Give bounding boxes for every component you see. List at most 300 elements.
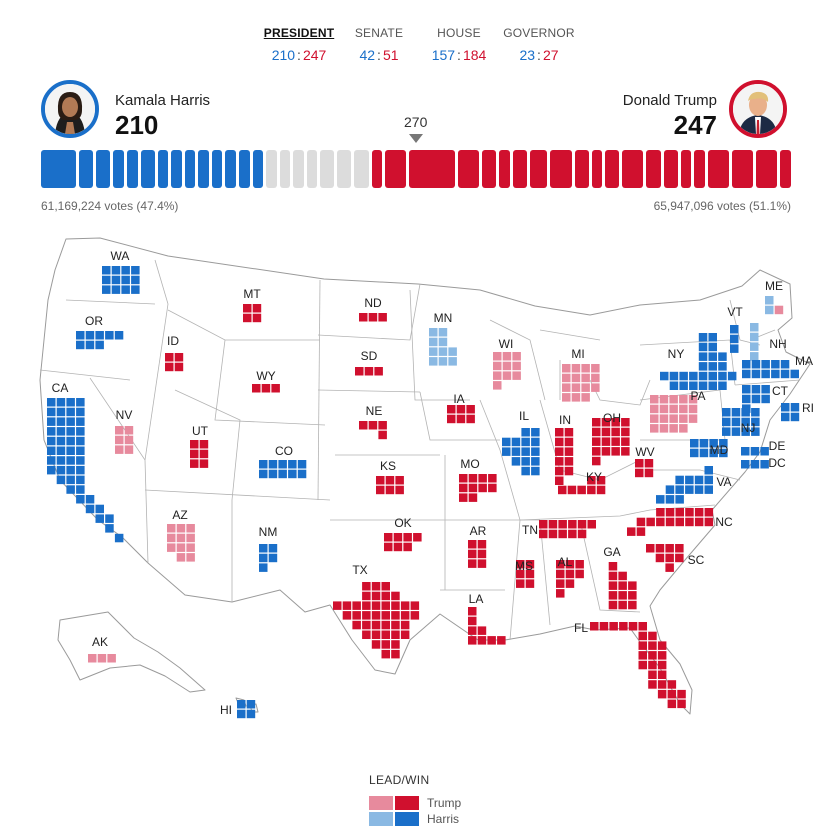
- state-tile-ar[interactable]: [468, 559, 477, 568]
- state-tile-in[interactable]: [555, 438, 564, 447]
- state-tile-mi[interactable]: [581, 383, 590, 392]
- state-tile-ok[interactable]: [403, 543, 412, 552]
- state-tile-ne[interactable]: [378, 431, 387, 440]
- state-tile-fl[interactable]: [609, 622, 618, 631]
- state-tile-ny[interactable]: [660, 372, 669, 381]
- state-tile-mo[interactable]: [469, 484, 478, 493]
- state-tile-tx[interactable]: [401, 611, 410, 620]
- state-tile-ca[interactable]: [76, 495, 85, 504]
- state-tile-tx[interactable]: [401, 621, 410, 630]
- state-tile-ga[interactable]: [609, 562, 618, 571]
- state-tile-sc[interactable]: [675, 544, 684, 553]
- state-tile-ar[interactable]: [468, 540, 477, 549]
- state-tile-ok[interactable]: [384, 543, 393, 552]
- state-tile-mt[interactable]: [243, 304, 252, 313]
- state-tile-oh[interactable]: [592, 447, 601, 456]
- state-tile-fl[interactable]: [639, 632, 648, 641]
- state-tile-oh[interactable]: [602, 428, 611, 437]
- state-tile-fl[interactable]: [648, 680, 657, 689]
- state-tile-ar[interactable]: [478, 559, 487, 568]
- state-tile-nj[interactable]: [722, 427, 731, 436]
- state-tile-ca[interactable]: [76, 447, 85, 456]
- state-tile-ca[interactable]: [47, 447, 56, 456]
- state-tile-ga[interactable]: [609, 601, 618, 610]
- state-tile-wi[interactable]: [503, 371, 512, 380]
- state-tile-az[interactable]: [177, 543, 186, 552]
- state-tile-mi[interactable]: [562, 374, 571, 383]
- state-tile-nm[interactable]: [259, 544, 268, 553]
- state-tile-pa[interactable]: [679, 414, 688, 423]
- state-tile-ne[interactable]: [369, 421, 378, 430]
- state-tile-ky[interactable]: [568, 486, 577, 495]
- state-tile-oh[interactable]: [611, 437, 620, 446]
- state-tile-tx[interactable]: [391, 650, 400, 659]
- state-tile-ca[interactable]: [66, 408, 75, 417]
- state-tile-ny[interactable]: [709, 352, 718, 361]
- state-tile-tn[interactable]: [539, 530, 548, 539]
- state-tile-id[interactable]: [165, 363, 174, 372]
- state-tile-pa[interactable]: [660, 395, 669, 404]
- state-tile-fl[interactable]: [668, 680, 677, 689]
- state-tile-il[interactable]: [502, 438, 511, 447]
- state-tile-va[interactable]: [705, 485, 714, 494]
- state-tile-wv[interactable]: [635, 469, 644, 478]
- state-tile-nc[interactable]: [676, 518, 685, 527]
- state-tile-ca[interactable]: [76, 417, 85, 426]
- state-tile-az[interactable]: [186, 524, 195, 533]
- state-tile-or[interactable]: [86, 331, 95, 340]
- state-tile-hi[interactable]: [237, 700, 246, 709]
- state-tile-tx[interactable]: [411, 611, 420, 620]
- state-tile-mn[interactable]: [429, 338, 438, 347]
- state-tile-wv[interactable]: [645, 459, 654, 468]
- state-tile-oh[interactable]: [592, 418, 601, 427]
- state-tile-ks[interactable]: [376, 476, 385, 485]
- state-tile-in[interactable]: [565, 467, 574, 476]
- state-tile-co[interactable]: [269, 470, 278, 479]
- state-tile-mo[interactable]: [469, 493, 478, 502]
- state-tile-ok[interactable]: [403, 533, 412, 542]
- state-tile-ny[interactable]: [679, 372, 688, 381]
- state-tile-nc[interactable]: [666, 518, 675, 527]
- state-tile-id[interactable]: [165, 353, 174, 362]
- state-tile-ok[interactable]: [384, 533, 393, 542]
- state-tile-wa[interactable]: [121, 266, 129, 275]
- state-tile-pa[interactable]: [650, 414, 659, 423]
- state-tile-tx[interactable]: [391, 631, 400, 640]
- state-tile-tx[interactable]: [382, 582, 391, 591]
- state-tile-ca[interactable]: [47, 417, 56, 426]
- state-tile-wa[interactable]: [121, 276, 129, 285]
- state-tile-wa[interactable]: [112, 285, 121, 294]
- state-tile-ri[interactable]: [781, 413, 790, 422]
- state-tile-nc[interactable]: [656, 518, 665, 527]
- state-tile-ca[interactable]: [47, 466, 56, 475]
- state-tile-tx[interactable]: [352, 611, 361, 620]
- tab-senate[interactable]: [342, 26, 416, 63]
- state-tile-ma[interactable]: [791, 370, 800, 379]
- state-tile-mi[interactable]: [591, 374, 600, 383]
- state-tile-nh[interactable]: [750, 352, 759, 361]
- state-tile-ga[interactable]: [618, 591, 627, 600]
- state-tile-pa[interactable]: [650, 395, 659, 404]
- state-tile-ca[interactable]: [76, 466, 85, 475]
- state-tile-wa[interactable]: [102, 276, 111, 285]
- state-tile-ky[interactable]: [597, 486, 606, 495]
- state-tile-mi[interactable]: [581, 364, 590, 373]
- state-tile-pa[interactable]: [650, 424, 659, 433]
- state-tile-mo[interactable]: [469, 474, 478, 483]
- state-tile-sc[interactable]: [665, 554, 674, 563]
- state-tile-mo[interactable]: [478, 484, 487, 493]
- state-tile-tx[interactable]: [382, 601, 391, 610]
- state-tile-fl[interactable]: [677, 700, 686, 709]
- state-tile-pa[interactable]: [660, 424, 669, 433]
- state-tile-ia[interactable]: [457, 405, 466, 414]
- state-tile-tx[interactable]: [343, 601, 352, 610]
- state-tile-wi[interactable]: [493, 362, 502, 371]
- state-tile-nj[interactable]: [722, 408, 731, 417]
- state-tile-mi[interactable]: [572, 393, 581, 402]
- state-tile-ca[interactable]: [47, 398, 56, 407]
- state-tile-sc[interactable]: [665, 544, 674, 553]
- state-tile-fl[interactable]: [629, 622, 638, 631]
- state-tile-tx[interactable]: [391, 640, 400, 649]
- state-tile-hi[interactable]: [237, 710, 246, 719]
- state-tile-va[interactable]: [675, 476, 684, 485]
- state-tile-ny[interactable]: [718, 382, 727, 391]
- state-tile-tx[interactable]: [352, 601, 361, 610]
- state-tile-ma[interactable]: [771, 370, 780, 379]
- state-tile-nm[interactable]: [259, 563, 268, 572]
- state-tile-oh[interactable]: [611, 428, 620, 437]
- state-tile-ny[interactable]: [709, 362, 718, 371]
- state-tile-ga[interactable]: [618, 581, 627, 590]
- state-tile-ca[interactable]: [57, 408, 65, 417]
- state-tile-al[interactable]: [566, 570, 575, 579]
- state-tile-wi[interactable]: [493, 371, 502, 380]
- state-tile-ny[interactable]: [709, 333, 718, 342]
- state-tile-mo[interactable]: [488, 474, 497, 483]
- state-tile-tn[interactable]: [578, 520, 587, 529]
- state-tile-ca[interactable]: [76, 427, 85, 436]
- state-tile-al[interactable]: [556, 570, 565, 579]
- state-tile-az[interactable]: [177, 534, 186, 543]
- state-tile-in[interactable]: [555, 457, 564, 466]
- state-tile-ca[interactable]: [47, 427, 56, 436]
- state-tile-il[interactable]: [521, 447, 530, 456]
- state-tile-ga[interactable]: [618, 572, 627, 581]
- state-tile-sc[interactable]: [656, 544, 665, 553]
- state-tile-ma[interactable]: [742, 370, 751, 379]
- state-tile-mn[interactable]: [429, 357, 438, 366]
- state-tile-dc[interactable]: [741, 460, 750, 469]
- state-tile-mt[interactable]: [243, 314, 252, 323]
- state-tile-nh[interactable]: [750, 342, 759, 351]
- state-tile-tn[interactable]: [549, 520, 558, 529]
- state-tile-il[interactable]: [531, 457, 540, 466]
- state-tile-ca[interactable]: [47, 456, 56, 465]
- state-tile-ca[interactable]: [47, 437, 56, 446]
- state-tile-il[interactable]: [521, 457, 530, 466]
- state-tile-ca[interactable]: [66, 476, 75, 485]
- state-tile-tx[interactable]: [391, 592, 400, 601]
- state-tile-mn[interactable]: [429, 328, 438, 337]
- state-tile-oh[interactable]: [592, 428, 601, 437]
- state-tile-ct[interactable]: [752, 385, 761, 394]
- state-tile-tx[interactable]: [372, 601, 381, 610]
- state-tile-nj[interactable]: [741, 408, 750, 417]
- state-tile-fl[interactable]: [658, 641, 667, 650]
- state-tile-fl[interactable]: [639, 622, 648, 631]
- state-tile-oh[interactable]: [602, 447, 611, 456]
- state-tile-az[interactable]: [167, 534, 176, 543]
- state-tile-fl[interactable]: [639, 651, 648, 660]
- state-tile-co[interactable]: [298, 460, 307, 469]
- state-tile-az[interactable]: [186, 543, 195, 552]
- state-tile-il[interactable]: [521, 438, 530, 447]
- state-tile-la[interactable]: [468, 617, 477, 626]
- state-tile-nc[interactable]: [676, 508, 685, 517]
- state-tile-tx[interactable]: [382, 650, 391, 659]
- state-tile-nc[interactable]: [646, 518, 655, 527]
- state-tile-fl[interactable]: [619, 622, 628, 631]
- state-tile-az[interactable]: [177, 553, 186, 562]
- state-tile-ma[interactable]: [752, 360, 761, 369]
- state-tile-ok[interactable]: [394, 533, 403, 542]
- state-tile-de[interactable]: [751, 447, 760, 456]
- state-tile-al[interactable]: [566, 579, 575, 588]
- state-tile-ny[interactable]: [709, 343, 718, 352]
- state-tile-vt[interactable]: [730, 325, 739, 334]
- state-tile-nv[interactable]: [115, 426, 124, 435]
- state-tile-tx[interactable]: [372, 582, 381, 591]
- state-tile-ny[interactable]: [699, 343, 708, 352]
- state-tile-ny[interactable]: [718, 352, 727, 361]
- state-tile-nc[interactable]: [685, 508, 694, 517]
- state-tile-wa[interactable]: [121, 285, 129, 294]
- state-tile-wa[interactable]: [102, 266, 111, 275]
- state-tile-fl[interactable]: [600, 622, 609, 631]
- state-tile-ca[interactable]: [76, 398, 85, 407]
- state-tile-ca[interactable]: [66, 427, 75, 436]
- state-tile-mi[interactable]: [572, 383, 581, 392]
- state-tile-wi[interactable]: [512, 371, 521, 380]
- state-tile-ga[interactable]: [618, 601, 627, 610]
- state-tile-ri[interactable]: [791, 403, 800, 412]
- state-tile-nc[interactable]: [637, 518, 646, 527]
- state-tile-ok[interactable]: [413, 533, 422, 542]
- state-tile-ga[interactable]: [628, 591, 637, 600]
- state-tile-ri[interactable]: [791, 413, 800, 422]
- state-tile-ca[interactable]: [76, 437, 85, 446]
- state-tile-ut[interactable]: [190, 459, 199, 468]
- state-tile-nv[interactable]: [115, 436, 124, 445]
- state-tile-tx[interactable]: [411, 601, 420, 610]
- state-tile-ia[interactable]: [466, 405, 475, 414]
- state-tile-ar[interactable]: [468, 550, 477, 559]
- state-tile-in[interactable]: [555, 477, 564, 486]
- state-tile-nh[interactable]: [750, 333, 759, 342]
- state-tile-ut[interactable]: [200, 440, 209, 449]
- state-tile-tx[interactable]: [372, 621, 381, 630]
- state-tile-nj[interactable]: [732, 408, 741, 417]
- state-tile-or[interactable]: [105, 331, 114, 340]
- state-tile-ia[interactable]: [457, 415, 466, 424]
- state-tile-fl[interactable]: [677, 690, 686, 699]
- state-tile-tx[interactable]: [382, 611, 391, 620]
- state-tile-md[interactable]: [700, 449, 709, 458]
- state-tile-co[interactable]: [298, 470, 307, 479]
- state-tile-va[interactable]: [656, 495, 665, 504]
- state-tile-ma[interactable]: [781, 360, 790, 369]
- state-tile-in[interactable]: [555, 447, 564, 456]
- state-tile-fl[interactable]: [658, 661, 667, 670]
- state-tile-la[interactable]: [468, 636, 477, 645]
- state-tile-nm[interactable]: [269, 544, 278, 553]
- state-tile-ny[interactable]: [699, 372, 708, 381]
- state-tile-tx[interactable]: [372, 611, 381, 620]
- state-tile-ca[interactable]: [66, 417, 75, 426]
- state-tile-fl[interactable]: [648, 651, 657, 660]
- state-tile-tx[interactable]: [372, 631, 381, 640]
- state-tile-wy[interactable]: [252, 384, 261, 393]
- state-tile-ne[interactable]: [359, 421, 368, 430]
- state-tile-oh[interactable]: [592, 437, 601, 446]
- state-tile-pa[interactable]: [679, 424, 688, 433]
- state-tile-nd[interactable]: [378, 313, 387, 322]
- state-tile-mn[interactable]: [429, 347, 438, 356]
- state-tile-tx[interactable]: [362, 582, 371, 591]
- state-tile-tn[interactable]: [588, 520, 597, 529]
- state-tile-mo[interactable]: [488, 484, 497, 493]
- state-tile-va[interactable]: [685, 485, 694, 494]
- state-tile-ct[interactable]: [752, 395, 761, 404]
- state-tile-id[interactable]: [175, 353, 184, 362]
- state-tile-ny[interactable]: [699, 352, 708, 361]
- state-tile-ak[interactable]: [98, 654, 107, 663]
- state-tile-nv[interactable]: [125, 426, 134, 435]
- state-tile-mi[interactable]: [572, 364, 581, 373]
- state-tile-ny[interactable]: [689, 372, 698, 381]
- state-tile-il[interactable]: [521, 428, 530, 437]
- state-tile-fl[interactable]: [648, 671, 657, 680]
- state-tile-pa[interactable]: [669, 405, 678, 414]
- state-tile-wv[interactable]: [635, 459, 644, 468]
- state-tile-wy[interactable]: [262, 384, 271, 393]
- state-tile-ga[interactable]: [609, 591, 618, 600]
- state-tile-il[interactable]: [512, 447, 521, 456]
- state-tile-or[interactable]: [76, 341, 85, 350]
- state-tile-fl[interactable]: [658, 680, 667, 689]
- state-tile-ks[interactable]: [386, 476, 395, 485]
- state-tile-ca[interactable]: [66, 447, 75, 456]
- state-tile-ma[interactable]: [761, 370, 770, 379]
- state-tile-mt[interactable]: [253, 304, 262, 313]
- state-tile-pa[interactable]: [669, 395, 678, 404]
- state-tile-nc[interactable]: [705, 518, 714, 527]
- state-tile-vt[interactable]: [730, 344, 739, 353]
- state-tile-sd[interactable]: [374, 367, 383, 376]
- state-tile-oh[interactable]: [592, 457, 601, 466]
- state-tile-tx[interactable]: [343, 611, 352, 620]
- state-tile-ga[interactable]: [609, 581, 618, 590]
- state-tile-ks[interactable]: [376, 486, 385, 495]
- state-tile-tx[interactable]: [372, 592, 381, 601]
- state-tile-ny[interactable]: [728, 372, 737, 381]
- state-tile-il[interactable]: [502, 447, 511, 456]
- state-tile-in[interactable]: [555, 467, 564, 476]
- state-tile-sc[interactable]: [656, 554, 665, 563]
- state-tile-mi[interactable]: [581, 374, 590, 383]
- state-tile-wa[interactable]: [131, 266, 140, 275]
- state-tile-ct[interactable]: [742, 395, 751, 404]
- state-tile-ga[interactable]: [628, 581, 637, 590]
- state-tile-fl[interactable]: [658, 690, 667, 699]
- state-tile-ga[interactable]: [628, 601, 637, 610]
- state-tile-in[interactable]: [565, 438, 574, 447]
- state-tile-or[interactable]: [76, 331, 85, 340]
- state-tile-la[interactable]: [487, 636, 496, 645]
- state-tile-va[interactable]: [705, 466, 714, 475]
- state-tile-tx[interactable]: [391, 621, 400, 630]
- state-tile-ca[interactable]: [115, 534, 124, 543]
- state-tile-ct[interactable]: [742, 385, 751, 394]
- state-tile-fl[interactable]: [648, 641, 657, 650]
- state-tile-vt[interactable]: [730, 335, 739, 344]
- state-tile-va[interactable]: [666, 495, 675, 504]
- state-tile-la[interactable]: [497, 636, 506, 645]
- state-tile-tn[interactable]: [578, 530, 587, 539]
- state-tile-ca[interactable]: [86, 495, 95, 504]
- state-tile-tx[interactable]: [333, 601, 342, 610]
- state-tile-mi[interactable]: [572, 374, 581, 383]
- state-tile-al[interactable]: [556, 589, 565, 598]
- state-tile-mi[interactable]: [562, 393, 571, 402]
- state-tile-wi[interactable]: [503, 362, 512, 371]
- state-tile-ky[interactable]: [558, 486, 567, 495]
- state-tile-ca[interactable]: [76, 408, 85, 417]
- state-tile-ca[interactable]: [76, 456, 85, 465]
- state-tile-tx[interactable]: [352, 621, 361, 630]
- state-tile-ca[interactable]: [96, 505, 105, 514]
- state-tile-mo[interactable]: [459, 493, 468, 502]
- state-tile-il[interactable]: [521, 467, 530, 476]
- state-tile-ks[interactable]: [395, 486, 404, 495]
- state-tile-mn[interactable]: [439, 347, 448, 356]
- state-tile-va[interactable]: [695, 485, 704, 494]
- state-tile-hi[interactable]: [247, 700, 256, 709]
- state-tile-il[interactable]: [512, 438, 521, 447]
- state-tile-az[interactable]: [167, 543, 176, 552]
- state-tile-tx[interactable]: [362, 592, 371, 601]
- state-tile-tn[interactable]: [549, 530, 558, 539]
- state-tile-ny[interactable]: [709, 382, 718, 391]
- state-tile-nd[interactable]: [369, 313, 378, 322]
- state-tile-ct[interactable]: [761, 395, 770, 404]
- state-tile-me[interactable]: [765, 296, 774, 305]
- state-tile-va[interactable]: [695, 476, 704, 485]
- state-tile-wv[interactable]: [645, 469, 654, 478]
- state-tile-co[interactable]: [288, 460, 297, 469]
- state-tile-al[interactable]: [575, 570, 584, 579]
- state-tile-pa[interactable]: [679, 405, 688, 414]
- state-tile-il[interactable]: [531, 447, 540, 456]
- state-tile-tn[interactable]: [568, 530, 577, 539]
- state-tile-wi[interactable]: [503, 352, 512, 361]
- state-tile-va[interactable]: [675, 485, 684, 494]
- state-tile-sc[interactable]: [675, 554, 684, 563]
